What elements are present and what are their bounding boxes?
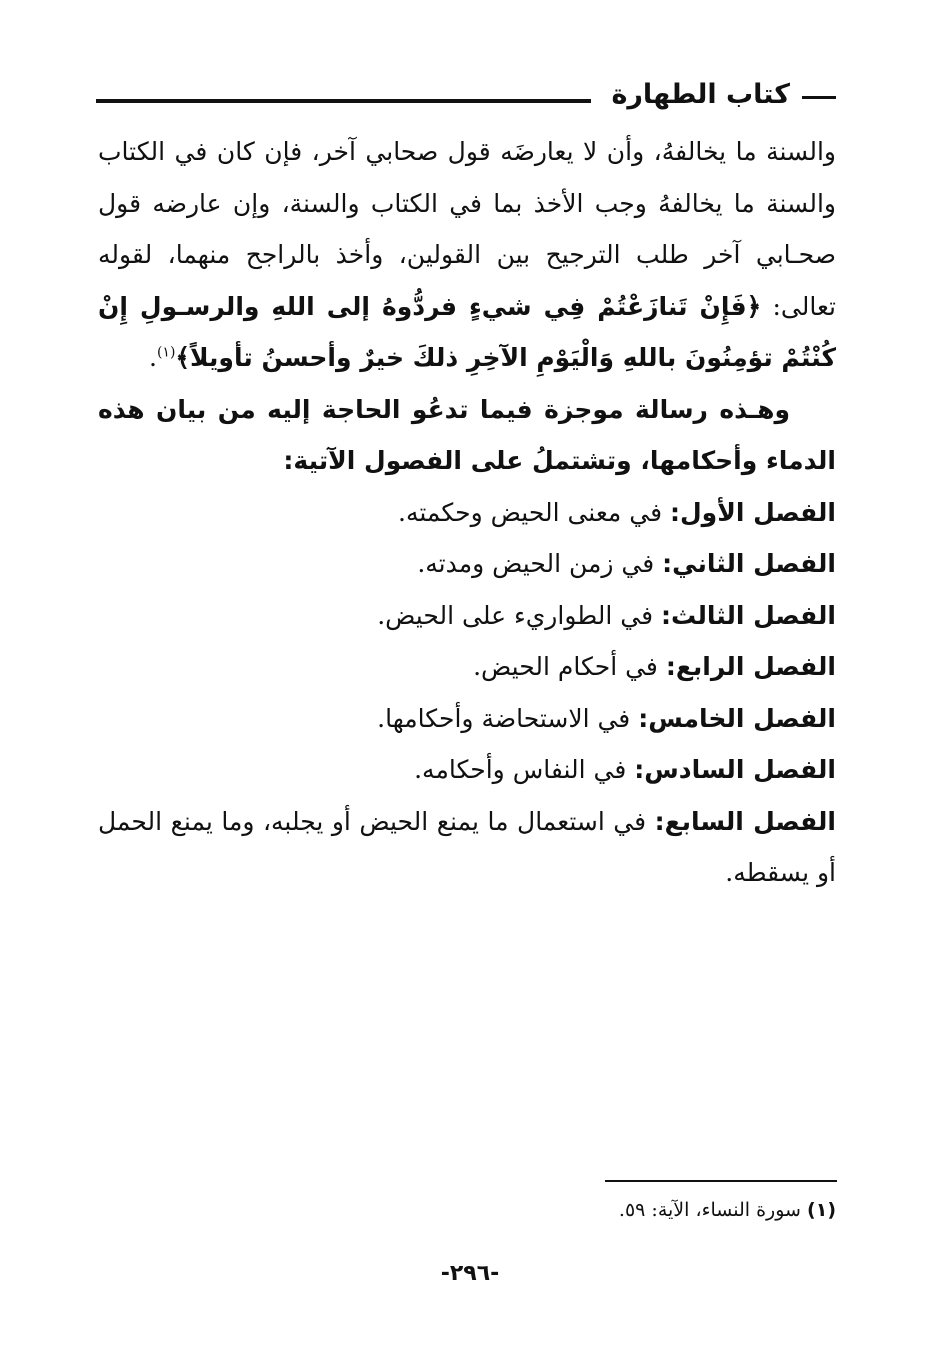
chapter-text: في معنى الحيض وحكمته. [398,497,663,527]
chapter-item [98,641,836,693]
chapter-text: في استعمال ما يمنع الحيض أو يجلبه، وما يمنع الحمل أو يسقطه. [98,806,836,887]
paragraph-1 [98,126,836,384]
footnote-rule [605,1180,837,1182]
chapter-item [98,693,836,745]
chapter-text: في الطواريء على الحيض. [377,600,654,630]
header-title: كتاب الطهارة [611,79,790,110]
chapter-item [98,796,836,899]
header-dash [802,96,836,99]
header-rule [96,99,591,103]
footnote-ref: (١) [807,1199,836,1221]
running-header [96,78,836,114]
chapter-label: الفصل الرابع: [665,652,836,681]
main-text [98,126,836,899]
chapter-item [98,538,836,590]
chapter-label: الفصل الخامس: [638,703,836,733]
paragraph-2: وهـذه رسالة موجزة فيما تدعُو الحاجة إليه من بيان هذه الدماء وأحكامها، وتشتملُ على الفصول الآتية: [98,394,836,475]
footnote-marker: (١) [156,344,176,361]
chapter-item [98,744,836,796]
footnote [619,1196,836,1224]
paragraph-1-end: . [148,343,157,372]
chapter-label: الفصل السابع: [654,806,836,836]
chapter-text: في النفاس وأحكامه. [414,755,627,784]
chapter-item [98,590,836,642]
quran-verse: ﴿فَإِنْ تَنازَعْتُمْ فِي شيءٍ فردُّوهُ إلى اللهِ والرسـولِ إِنْ كُنْتُمْ تؤمِنُونَ باللهِ وَالْيَوْمِ الآخِرِ ذلكَ خيرٌ وأحسنُ تأويلاً﴾ [98,291,836,372]
chapter-label: الفصل الأول: [669,497,836,527]
footnote-text: سورة النساء، الآية: ٥٩. [618,1199,801,1221]
chapter-label: الفصل الثاني: [662,549,836,578]
paragraph-1-text: والسنة ما يخالفهُ، وأن لا يعارضَه قول صحابي آخر، فإن كان في الكتاب والسنة ما يخالفهُ وجب الأخذ بما في الكتاب والسنة، وإن عارضه قول صحـابي آخر طلب الترجيح بين القولين، وأخذ بالراجح منهما، لقوله تعالى: [98,137,836,321]
chapter-text: في أحكام الحيض. [473,652,658,681]
chapter-item [98,487,836,539]
page-number: -٢٩٦- [440,1261,500,1286]
chapter-label: الفصل الثالث: [661,600,836,630]
chapter-label: الفصل السادس: [634,755,836,784]
chapter-text: في زمن الحيض ومدته. [417,549,655,578]
chapter-text: في الاستحاضة وأحكامها. [377,703,631,733]
